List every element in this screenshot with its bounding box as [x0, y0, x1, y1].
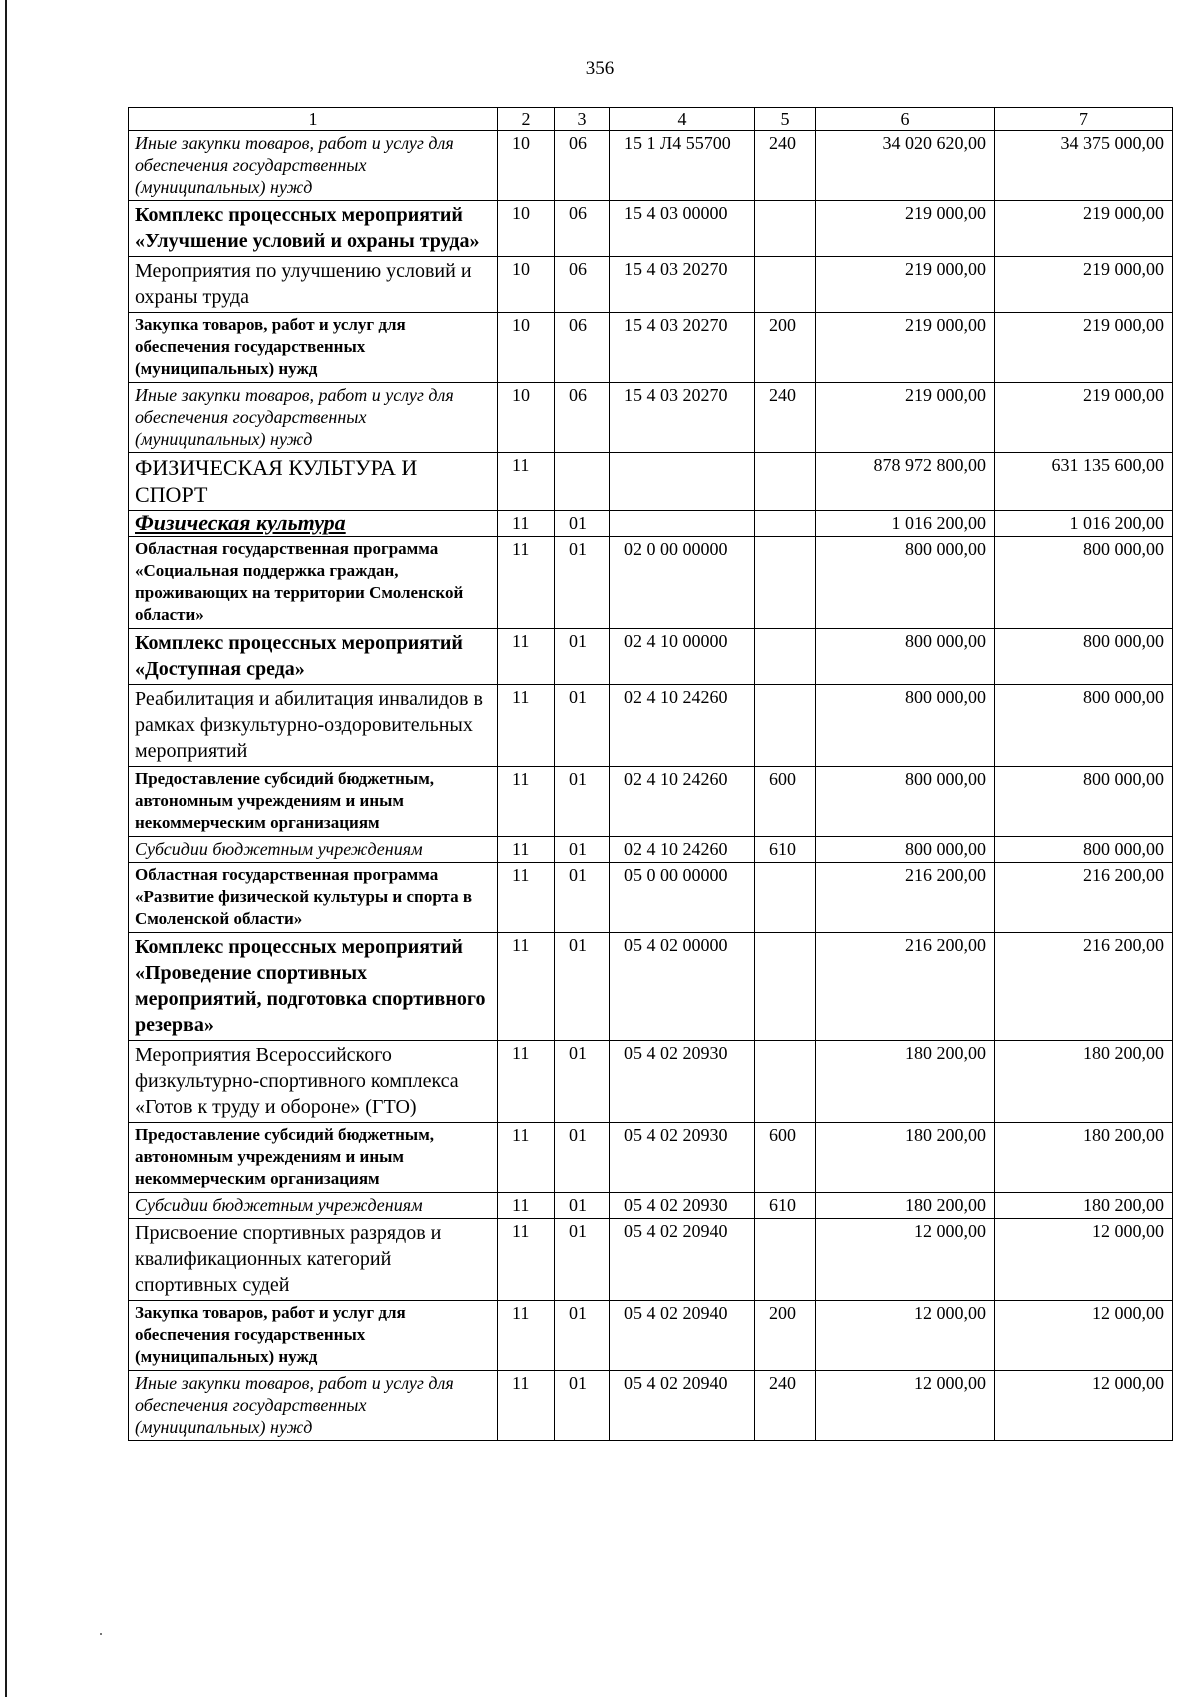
budget-item-name: Закупка товаров, работ и услуг для обеспечения государственных (муниципальных) нужд: [129, 313, 498, 383]
amount-year-1: 216 200,00: [816, 933, 995, 1041]
expense-type-code: 200: [755, 1301, 816, 1371]
target-article-code: 05 4 02 20940: [610, 1301, 755, 1371]
subsection-code: 06: [555, 257, 610, 313]
budget-item-name: ФИЗИЧЕСКАЯ КУЛЬТУРА И СПОРТ: [129, 453, 498, 511]
amount-year-1: 34 020 620,00: [816, 131, 995, 201]
table-row: [129, 1123, 1173, 1193]
table-row: [129, 1219, 1173, 1301]
subsection-code: 01: [555, 1219, 610, 1301]
section-code: 11: [498, 933, 555, 1041]
section-code: 10: [498, 131, 555, 201]
expense-type-code: 600: [755, 1123, 816, 1193]
subsection-code: 01: [555, 933, 610, 1041]
table-row: [129, 257, 1173, 313]
expense-type-code: [755, 1041, 816, 1123]
amount-year-2: 800 000,00: [995, 537, 1173, 629]
table-row: [129, 767, 1173, 837]
budget-item-name: Реабилитация и абилитация инвалидов в рамках физкультурно-оздоровительных мероприятий: [129, 685, 498, 767]
expense-type-code: [755, 1219, 816, 1301]
amount-year-1: 219 000,00: [816, 201, 995, 257]
section-code: 11: [498, 1041, 555, 1123]
budget-item-name: Иные закупки товаров, работ и услуг для обеспечения государственных (муниципальных) нужд: [129, 1371, 498, 1441]
target-article-code: 02 4 10 24260: [610, 685, 755, 767]
subsection-code: 01: [555, 1123, 610, 1193]
amount-year-2: 180 200,00: [995, 1123, 1173, 1193]
budget-item-name: Мероприятия Всероссийского физкультурно-спортивного комплекса «Готов к труду и обороне» (ГТО): [129, 1041, 498, 1123]
target-article-code: [610, 453, 755, 511]
section-code: 10: [498, 201, 555, 257]
column-header: 2: [498, 108, 555, 131]
target-article-code: 02 4 10 24260: [610, 837, 755, 863]
expense-type-code: [755, 511, 816, 537]
section-code: 11: [498, 1219, 555, 1301]
target-article-code: 15 4 03 00000: [610, 201, 755, 257]
amount-year-1: 219 000,00: [816, 257, 995, 313]
budget-item-name: Субсидии бюджетным учреждениям: [129, 1193, 498, 1219]
table-row: [129, 131, 1173, 201]
amount-year-2: 216 200,00: [995, 933, 1173, 1041]
target-article-code: 05 4 02 00000: [610, 933, 755, 1041]
budget-item-name: Комплекс процессных мероприятий «Улучшение условий и охраны труда»: [129, 201, 498, 257]
amount-year-2: 216 200,00: [995, 863, 1173, 933]
target-article-code: 02 4 10 24260: [610, 767, 755, 837]
subsection-code: 01: [555, 1193, 610, 1219]
amount-year-1: 219 000,00: [816, 313, 995, 383]
target-article-code: 15 4 03 20270: [610, 257, 755, 313]
expense-type-code: [755, 685, 816, 767]
budget-item-name: Предоставление субсидий бюджетным, автономным учреждениям и иным некоммерческим организациям: [129, 1123, 498, 1193]
column-header: 5: [755, 108, 816, 131]
section-code: 11: [498, 511, 555, 537]
target-article-code: 15 4 03 20270: [610, 313, 755, 383]
section-code: 11: [498, 1193, 555, 1219]
expense-type-code: [755, 863, 816, 933]
expense-type-code: [755, 201, 816, 257]
amount-year-2: 800 000,00: [995, 685, 1173, 767]
target-article-code: 15 4 03 20270: [610, 383, 755, 453]
budget-item-name: Присвоение спортивных разрядов и квалификационных категорий спортивных судей: [129, 1219, 498, 1301]
subsection-code: 06: [555, 313, 610, 383]
section-code: 10: [498, 257, 555, 313]
section-code: 11: [498, 1123, 555, 1193]
table-row: [129, 1193, 1173, 1219]
section-code: 10: [498, 313, 555, 383]
expense-type-code: 610: [755, 837, 816, 863]
budget-item-name: Физическая культура: [129, 511, 498, 537]
budget-item-name: Комплекс процессных мероприятий «Доступная среда»: [129, 629, 498, 685]
target-article-code: [610, 511, 755, 537]
amount-year-1: 800 000,00: [816, 767, 995, 837]
column-header: 7: [995, 108, 1173, 131]
column-header: 4: [610, 108, 755, 131]
amount-year-1: 216 200,00: [816, 863, 995, 933]
budget-item-name: Субсидии бюджетным учреждениям: [129, 837, 498, 863]
expense-type-code: [755, 257, 816, 313]
amount-year-1: 800 000,00: [816, 629, 995, 685]
amount-year-1: 800 000,00: [816, 537, 995, 629]
expense-type-code: 240: [755, 1371, 816, 1441]
budget-item-name: Закупка товаров, работ и услуг для обеспечения государственных (муниципальных) нужд: [129, 1301, 498, 1371]
target-article-code: 05 4 02 20930: [610, 1041, 755, 1123]
subsection-code: 01: [555, 863, 610, 933]
amount-year-2: 12 000,00: [995, 1301, 1173, 1371]
amount-year-2: 219 000,00: [995, 201, 1173, 257]
target-article-code: 15 1 Л4 55700: [610, 131, 755, 201]
expense-type-code: [755, 933, 816, 1041]
subsection-code: 01: [555, 511, 610, 537]
amount-year-1: 800 000,00: [816, 685, 995, 767]
amount-year-1: 12 000,00: [816, 1219, 995, 1301]
table-row: [129, 537, 1173, 629]
amount-year-1: 1 016 200,00: [816, 511, 995, 537]
target-article-code: 02 0 00 00000: [610, 537, 755, 629]
budget-item-name: Мероприятия по улучшению условий и охраны труда: [129, 257, 498, 313]
target-article-code: 05 4 02 20930: [610, 1193, 755, 1219]
amount-year-2: 219 000,00: [995, 257, 1173, 313]
table-row: [129, 1041, 1173, 1123]
amount-year-1: 180 200,00: [816, 1041, 995, 1123]
expense-type-code: [755, 537, 816, 629]
table-header-row: [129, 108, 1173, 131]
amount-year-2: 631 135 600,00: [995, 453, 1173, 511]
expense-type-code: 610: [755, 1193, 816, 1219]
amount-year-1: 180 200,00: [816, 1193, 995, 1219]
section-code: 11: [498, 1301, 555, 1371]
expense-type-code: 240: [755, 383, 816, 453]
budget-item-name: Областная государственная программа «Развитие физической культуры и спорта в Смоленской области»: [129, 863, 498, 933]
amount-year-2: 180 200,00: [995, 1193, 1173, 1219]
budget-table: [128, 107, 1173, 1441]
amount-year-1: 219 000,00: [816, 383, 995, 453]
expense-type-code: 600: [755, 767, 816, 837]
scan-speck: [100, 1633, 102, 1635]
target-article-code: 02 4 10 00000: [610, 629, 755, 685]
target-article-code: 05 4 02 20940: [610, 1219, 755, 1301]
section-code: 11: [498, 1371, 555, 1441]
amount-year-2: 800 000,00: [995, 629, 1173, 685]
section-code: 11: [498, 537, 555, 629]
subsection-code: 06: [555, 201, 610, 257]
target-article-code: 05 4 02 20940: [610, 1371, 755, 1441]
column-header: 6: [816, 108, 995, 131]
amount-year-2: 1 016 200,00: [995, 511, 1173, 537]
page-left-border: [5, 0, 7, 1697]
budget-item-name: Предоставление субсидий бюджетным, автономным учреждениям и иным некоммерческим организациям: [129, 767, 498, 837]
budget-item-name: Иные закупки товаров, работ и услуг для обеспечения государственных (муниципальных) нужд: [129, 131, 498, 201]
amount-year-2: 12 000,00: [995, 1371, 1173, 1441]
subsection-code: [555, 453, 610, 511]
page-number: 356: [585, 58, 615, 79]
section-code: 11: [498, 453, 555, 511]
subsection-code: 01: [555, 1371, 610, 1441]
table-row: [129, 685, 1173, 767]
amount-year-1: 800 000,00: [816, 837, 995, 863]
subsection-code: 06: [555, 383, 610, 453]
subsection-code: 01: [555, 685, 610, 767]
amount-year-2: 180 200,00: [995, 1041, 1173, 1123]
table-row: [129, 933, 1173, 1041]
amount-year-1: 12 000,00: [816, 1371, 995, 1441]
amount-year-2: 12 000,00: [995, 1219, 1173, 1301]
amount-year-2: 34 375 000,00: [995, 131, 1173, 201]
table-row: [129, 629, 1173, 685]
budget-item-name: Комплекс процессных мероприятий «Проведение спортивных мероприятий, подготовка спортивного резерва»: [129, 933, 498, 1041]
amount-year-2: 219 000,00: [995, 383, 1173, 453]
subsection-code: 01: [555, 629, 610, 685]
table-row: [129, 1371, 1173, 1441]
table-row: [129, 1301, 1173, 1371]
amount-year-1: 180 200,00: [816, 1123, 995, 1193]
table-row: [129, 383, 1173, 453]
section-code: 11: [498, 837, 555, 863]
subsection-code: 01: [555, 1301, 610, 1371]
target-article-code: 05 0 00 00000: [610, 863, 755, 933]
subsection-code: 01: [555, 767, 610, 837]
budget-item-name: Областная государственная программа «Социальная поддержка граждан, проживающих на территории Смоленской области»: [129, 537, 498, 629]
amount-year-2: 219 000,00: [995, 313, 1173, 383]
table-row: [129, 201, 1173, 257]
column-header: 3: [555, 108, 610, 131]
table-row: [129, 511, 1173, 537]
amount-year-1: 878 972 800,00: [816, 453, 995, 511]
expense-type-code: [755, 629, 816, 685]
amount-year-1: 12 000,00: [816, 1301, 995, 1371]
subsection-code: 01: [555, 1041, 610, 1123]
subsection-code: 01: [555, 837, 610, 863]
section-code: 11: [498, 767, 555, 837]
column-header: 1: [129, 108, 498, 131]
section-code: 11: [498, 629, 555, 685]
section-code: 10: [498, 383, 555, 453]
section-code: 11: [498, 863, 555, 933]
table-row: [129, 453, 1173, 511]
table-row: [129, 863, 1173, 933]
amount-year-2: 800 000,00: [995, 837, 1173, 863]
expense-type-code: 240: [755, 131, 816, 201]
subsection-code: 01: [555, 537, 610, 629]
table-row: [129, 837, 1173, 863]
budget-item-name: Иные закупки товаров, работ и услуг для обеспечения государственных (муниципальных) нужд: [129, 383, 498, 453]
amount-year-2: 800 000,00: [995, 767, 1173, 837]
target-article-code: 05 4 02 20930: [610, 1123, 755, 1193]
budget-table-body: [129, 108, 1173, 1441]
table-row: [129, 313, 1173, 383]
section-code: 11: [498, 685, 555, 767]
expense-type-code: 200: [755, 313, 816, 383]
subsection-code: 06: [555, 131, 610, 201]
expense-type-code: [755, 453, 816, 511]
